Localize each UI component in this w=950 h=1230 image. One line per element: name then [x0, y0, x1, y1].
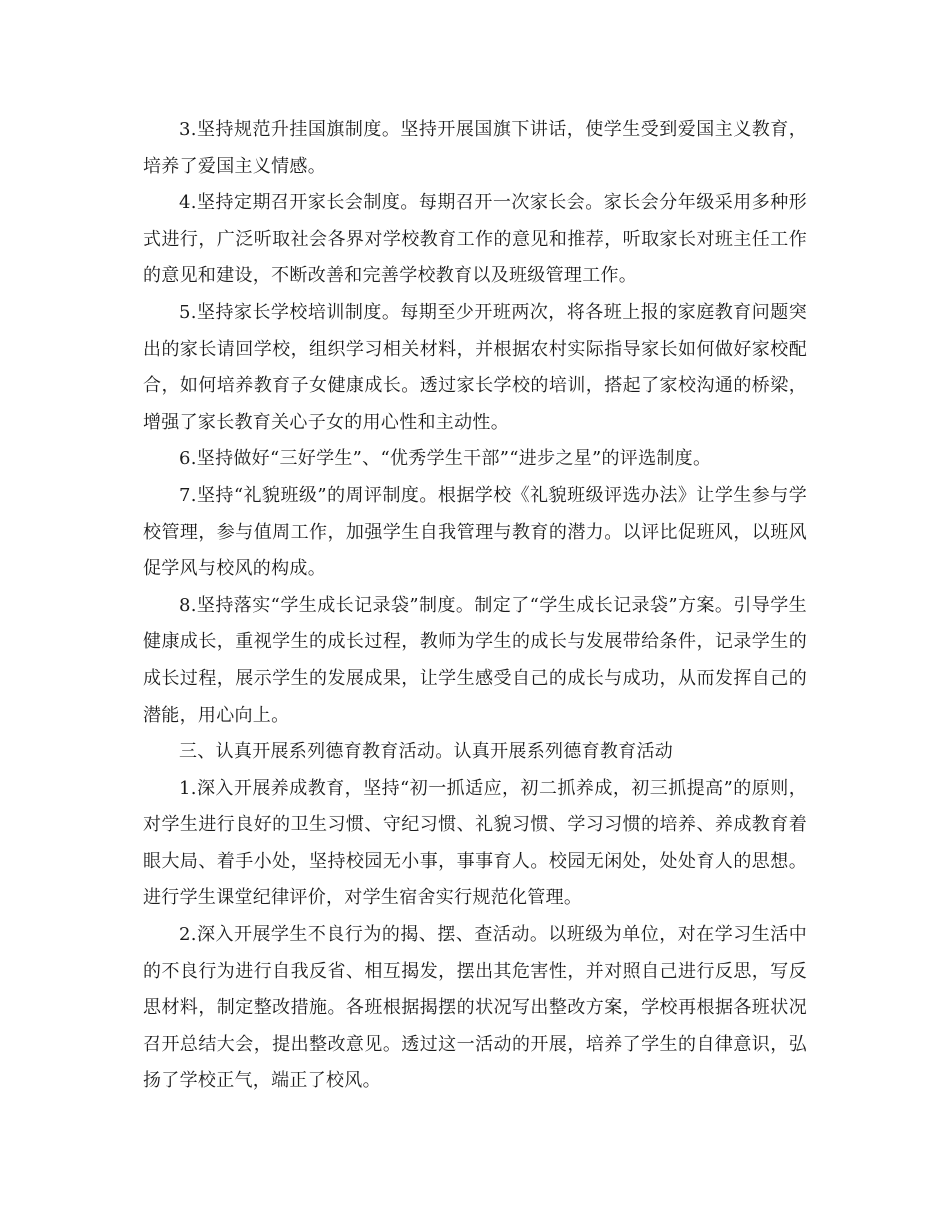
- paragraph-item-5: 5.坚持家长学校培训制度。每期至少开班两次，将各班上报的家庭教育问题突出的家长请回学校，组织学习相关材料，并根据农村实际指导家长如何做好家校配合，如何培养教育子女健康成长。透过家长学校的培训，搭起了家校沟通的桥梁，增强了家长教育关心子女的用心性和主动性。: [143, 301, 807, 433]
- paragraph-activity-2: 2.深入开展学生不良行为的揭、摆、查活动。以班级为单位，对在学习生活中的不良行为进行自我反省、相互揭发，摆出其危害性，并对照自己进行反思，写反思材料，制定整改措施。各班根据揭摆的状况写出整改方案，学校再根据各班状况召开总结大会，提出整改意见。透过这一活动的开展，培养了学生的自律意识，弘扬了学校正气，端正了校风。: [143, 924, 807, 1092]
- paragraph-item-7: 7.坚持“礼貌班级”的周评制度。根据学校《礼貌班级评选办法》让学生参与学校管理，参与值周工作，加强学生自我管理与教育的潜力。以评比促班风，以班风促学风与校风的构成。: [143, 484, 807, 580]
- paragraph-item-4: 4.坚持定期召开家长会制度。每期召开一次家长会。家长会分年级采用多种形式进行，广泛听取社会各界对学校教育工作的意见和推荐，听取家长对班主任工作的意见和建设，不断改善和完善学校教育以及班级管理工作。: [143, 192, 807, 287]
- paragraph-activity-1: 1.深入开展养成教育，坚持“初一抓适应，初二抓养成，初三抓提高”的原则，对学生进行良好的卫生习惯、守纪习惯、礼貌习惯、学习习惯的培养、养成教育着眼大局、着手小处，坚持校园无小事，事事育人。校园无闲处，处处育人的思想。进行学生课堂纪律评价，对学生宿舍实行规范化管理。: [143, 777, 807, 909]
- paragraph-item-6: 6.坚持做好“三好学生”、“优秀学生干部”“进步之星”的评选制度。: [179, 448, 712, 470]
- paragraph-item-3: 3.坚持规范升挂国旗制度。坚持开展国旗下讲话，使学生受到爱国主义教育，培养了爱国主义情感。: [143, 119, 807, 177]
- section-heading-3: 三、认真开展系列德育教育活动。认真开展系列德育教育活动: [179, 741, 674, 763]
- document-body: [143, 112, 807, 1100]
- paragraph-item-8: 8.坚持落实“学生成长记录袋”制度。制定了“学生成长记录袋”方案。引导学生健康成长，重视学生的成长过程，教师为学生的成长与发展带给条件，记录学生的成长过程，展示学生的发展成果，让学生感受自己的成长与成功，从而发挥自己的潜能，用心向上。: [143, 594, 807, 726]
